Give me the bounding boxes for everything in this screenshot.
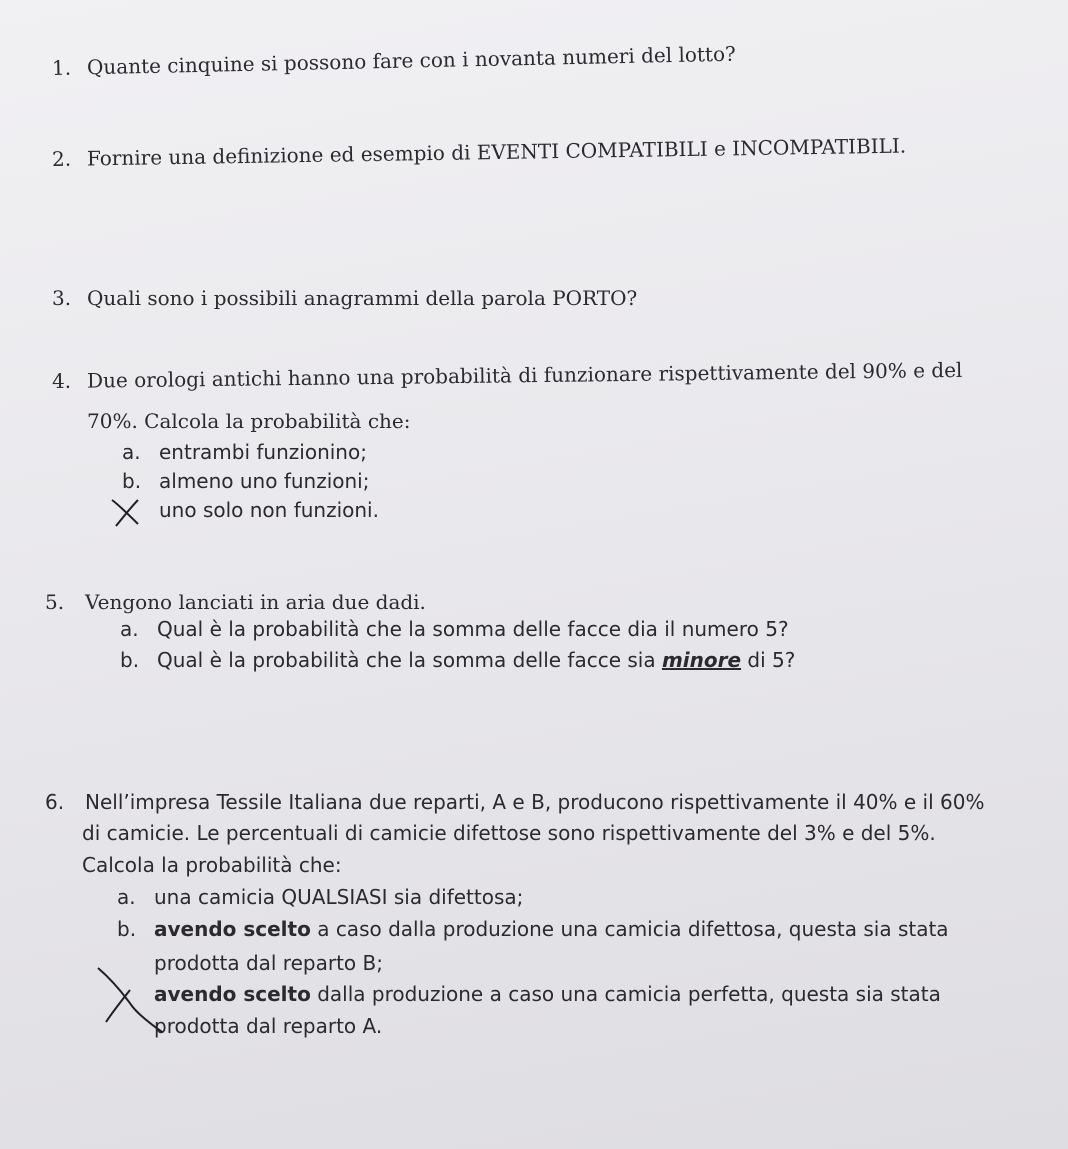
question-6-line-2 <box>82 821 936 845</box>
emphasized-word: minore <box>661 648 742 672</box>
question-number: 1. <box>51 55 72 80</box>
question-6-item-b-line-2 <box>154 951 383 975</box>
question-4-item-a <box>122 440 367 464</box>
item-letter: b. <box>122 469 142 493</box>
question-5-item-b <box>120 648 795 672</box>
question-6-item-c-line-2 <box>154 1014 382 1038</box>
item-emphasis: avendo scelto <box>154 982 311 1006</box>
question-text: 70%. Calcola la probabilità che: <box>87 409 411 433</box>
question-number: 5. <box>45 590 65 614</box>
question-1 <box>52 42 736 80</box>
question-4 <box>52 358 963 393</box>
question-5-item-a <box>120 617 789 641</box>
item-letter <box>117 982 154 1006</box>
question-text: Quali sono i possibili anagrammi della parola PORTO? <box>87 286 638 310</box>
item-text: a caso dalla produzione una camicia difettosa, questa sia stata <box>310 917 949 941</box>
question-number: 2. <box>51 146 72 171</box>
item-letter: b. <box>117 917 137 941</box>
item-letter <box>122 498 159 522</box>
question-2 <box>52 134 906 171</box>
item-letter: a. <box>120 617 139 641</box>
question-text: Due orologi antichi hanno una probabilità di funzionare rispettivamente del 90% e del <box>86 357 963 393</box>
item-text: di 5? <box>741 648 796 672</box>
item-text: uno solo non funzioni. <box>159 498 379 522</box>
question-6 <box>45 790 984 814</box>
question-text: Nell’impresa Tessile Italiana due reparti, A e B, producono rispettivamente il 40% e il 60% <box>85 790 985 814</box>
question-4-item-c <box>122 498 379 522</box>
item-letter: a. <box>117 885 136 909</box>
question-text: Quante cinquine si possono fare con i novanta numeri del lotto? <box>86 41 736 80</box>
question-text: Vengono lanciati in aria due dadi. <box>85 590 426 614</box>
question-6-item-c <box>117 982 941 1006</box>
item-text: una camicia QUALSIASI sia difettosa; <box>154 885 524 909</box>
question-6-line-3 <box>82 853 342 877</box>
question-text: Fornire una definizione ed esempio di EVENTI COMPATIBILI e INCOMPATIBILI. <box>86 133 907 171</box>
question-number: 3. <box>52 286 72 310</box>
item-emphasis: avendo scelto <box>154 917 311 941</box>
item-letter: a. <box>122 440 141 464</box>
item-text: prodotta dal reparto A. <box>154 1014 383 1038</box>
question-6-item-a <box>117 885 523 909</box>
item-text: prodotta dal reparto B; <box>154 951 383 975</box>
question-text: Calcola la probabilità che: <box>82 853 342 877</box>
item-text: Qual è la probabilità che la somma delle facce sia <box>157 648 662 672</box>
question-3 <box>52 286 637 310</box>
question-number: 6. <box>45 790 65 814</box>
item-letter: b. <box>120 648 140 672</box>
question-4-line-2 <box>87 409 411 433</box>
item-text: Qual è la probabilità che la somma delle facce dia il numero 5? <box>157 617 789 641</box>
question-number: 4. <box>51 368 72 393</box>
question-5 <box>45 590 426 614</box>
item-text: dalla produzione a caso una camicia perfetta, questa sia stata <box>310 982 941 1006</box>
item-text: entrambi funzionino; <box>159 440 367 464</box>
question-4-item-b <box>122 469 369 493</box>
question-6-item-b <box>117 917 949 941</box>
item-text: almeno uno funzioni; <box>159 469 370 493</box>
question-text: di camicie. Le percentuali di camicie difettose sono rispettivamente del 3% e del 5%. <box>82 821 936 845</box>
